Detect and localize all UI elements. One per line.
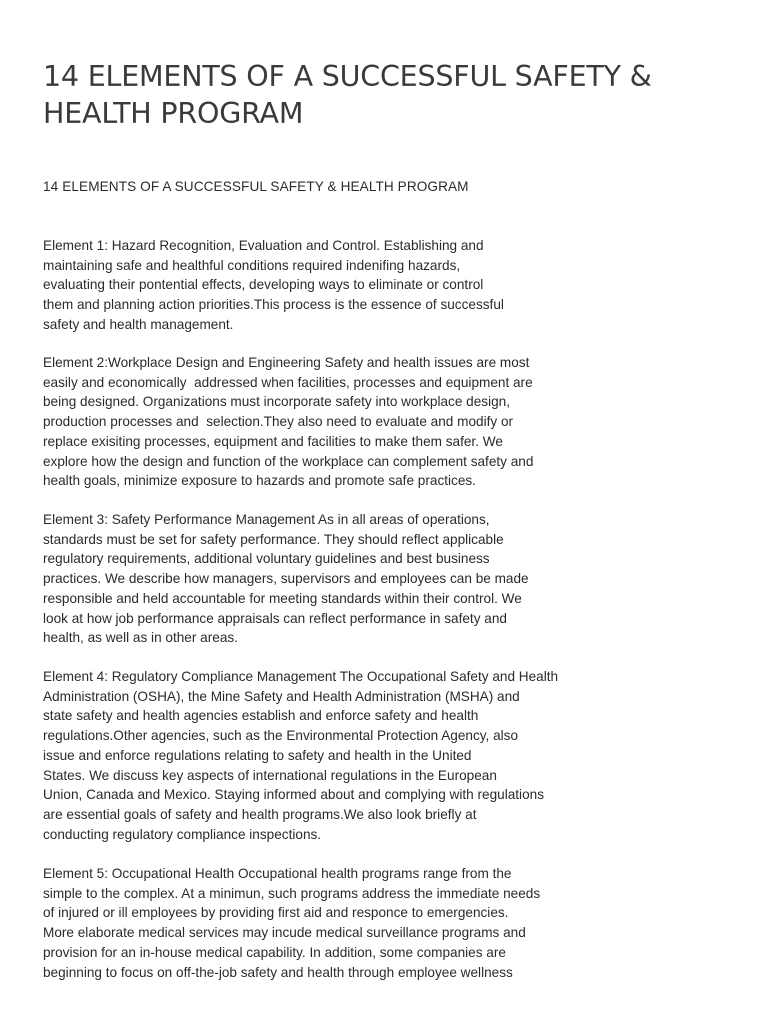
paragraph-line: More elaborate medical services may incude medical surveillance programs and bbox=[43, 925, 526, 941]
paragraph-line: Element 1: Hazard Recognition, Evaluation and Control. Establishing and bbox=[43, 238, 484, 253]
element-1-paragraph bbox=[43, 236, 603, 335]
paragraph-line: regulations.Other agencies, such as the Environmental Protection Agency, also bbox=[43, 728, 519, 744]
paragraph-line: standards must be set for safety performance. They should reflect applicable bbox=[43, 531, 504, 547]
paragraph-line: States. We discuss key aspects of international regulations in the European bbox=[43, 767, 497, 783]
element-5-paragraph bbox=[43, 864, 603, 982]
element-2-paragraph bbox=[43, 353, 603, 491]
paragraph-line: evaluating their pontential effects, developing ways to eliminate or control bbox=[43, 277, 484, 293]
element-3-paragraph bbox=[43, 510, 603, 648]
document-subtitle: 14 ELEMENTS OF A SUCCESSFUL SAFETY & HEALTH PROGRAM bbox=[43, 179, 469, 194]
paragraph-line: look at how job performance appraisals can reflect performance in safety and bbox=[43, 610, 507, 626]
paragraph-line: Element 3: Safety Performance Management As in all areas of operations, bbox=[43, 512, 490, 527]
paragraph-line: Element 4: Regulatory Compliance Management The Occupational Safety and Health bbox=[43, 669, 559, 684]
paragraph-line: issue and enforce regulations relating to safety and health in the United bbox=[43, 747, 472, 763]
paragraph-line: regulatory requirements, additional voluntary guidelines and best business bbox=[43, 551, 490, 567]
paragraph-line: are essential goals of safety and health programs.We also look briefly at bbox=[43, 806, 477, 822]
paragraph-line: explore how the design and function of the workplace can complement safety and bbox=[43, 453, 534, 469]
paragraph-line: maintaining safe and healthful conditions required indenifing hazards, bbox=[43, 257, 461, 273]
paragraph-line: state safety and health agencies establish and enforce safety and health bbox=[43, 708, 479, 724]
paragraph-line: Element 2:Workplace Design and Engineering Safety and health issues are most bbox=[43, 355, 530, 370]
paragraph-line: Union, Canada and Mexico. Staying informed about and complying with regulations bbox=[43, 787, 544, 803]
element-4-paragraph bbox=[43, 667, 643, 844]
paragraph-line: simple to the complex. At a minimun, such programs address the immediate needs bbox=[43, 885, 541, 901]
paragraph-line: production processes and selection.They also need to evaluate and modify or bbox=[43, 414, 514, 430]
paragraph-line: responsible and held accountable for meeting standards within their control. We bbox=[43, 590, 522, 606]
paragraph-line: health, as well as in other areas. bbox=[43, 630, 238, 646]
paragraph-line: health goals, minimize exposure to hazards and promote safe practices. bbox=[43, 473, 476, 489]
paragraph-line: conducting regulatory compliance inspections. bbox=[43, 826, 322, 842]
paragraph-line: them and planning action priorities.This process is the essence of successful bbox=[43, 297, 504, 313]
document-title-line: 14 ELEMENTS OF A SUCCESSFUL SAFETY & bbox=[43, 60, 652, 93]
paragraph-line: practices. We describe how managers, supervisors and employees can be made bbox=[43, 571, 529, 587]
paragraph-line: replace exisiting processes, equipment and facilities to make them safer. We bbox=[43, 433, 503, 449]
document-title-line: HEALTH PROGRAM bbox=[43, 97, 304, 130]
paragraph-line: Element 5: Occupational Health Occupational health programs range from the bbox=[43, 866, 512, 881]
paragraph-line: beginning to focus on off-the-job safety and health through employee wellness bbox=[43, 964, 513, 980]
paragraph-line: Administration (OSHA), the Mine Safety and Health Administration (MSHA) and bbox=[43, 688, 520, 704]
document-title bbox=[43, 58, 723, 132]
paragraph-line: of injured or ill employees by providing first aid and responce to emergencies. bbox=[43, 905, 509, 921]
paragraph-line: easily and economically addressed when facilities, processes and equipment are bbox=[43, 374, 533, 390]
paragraph-line: provision for an in-house medical capability. In addition, some companies are bbox=[43, 944, 506, 960]
paragraph-line: being designed. Organizations must incorporate safety into workplace design, bbox=[43, 394, 510, 410]
paragraph-line: safety and health management. bbox=[43, 316, 234, 332]
